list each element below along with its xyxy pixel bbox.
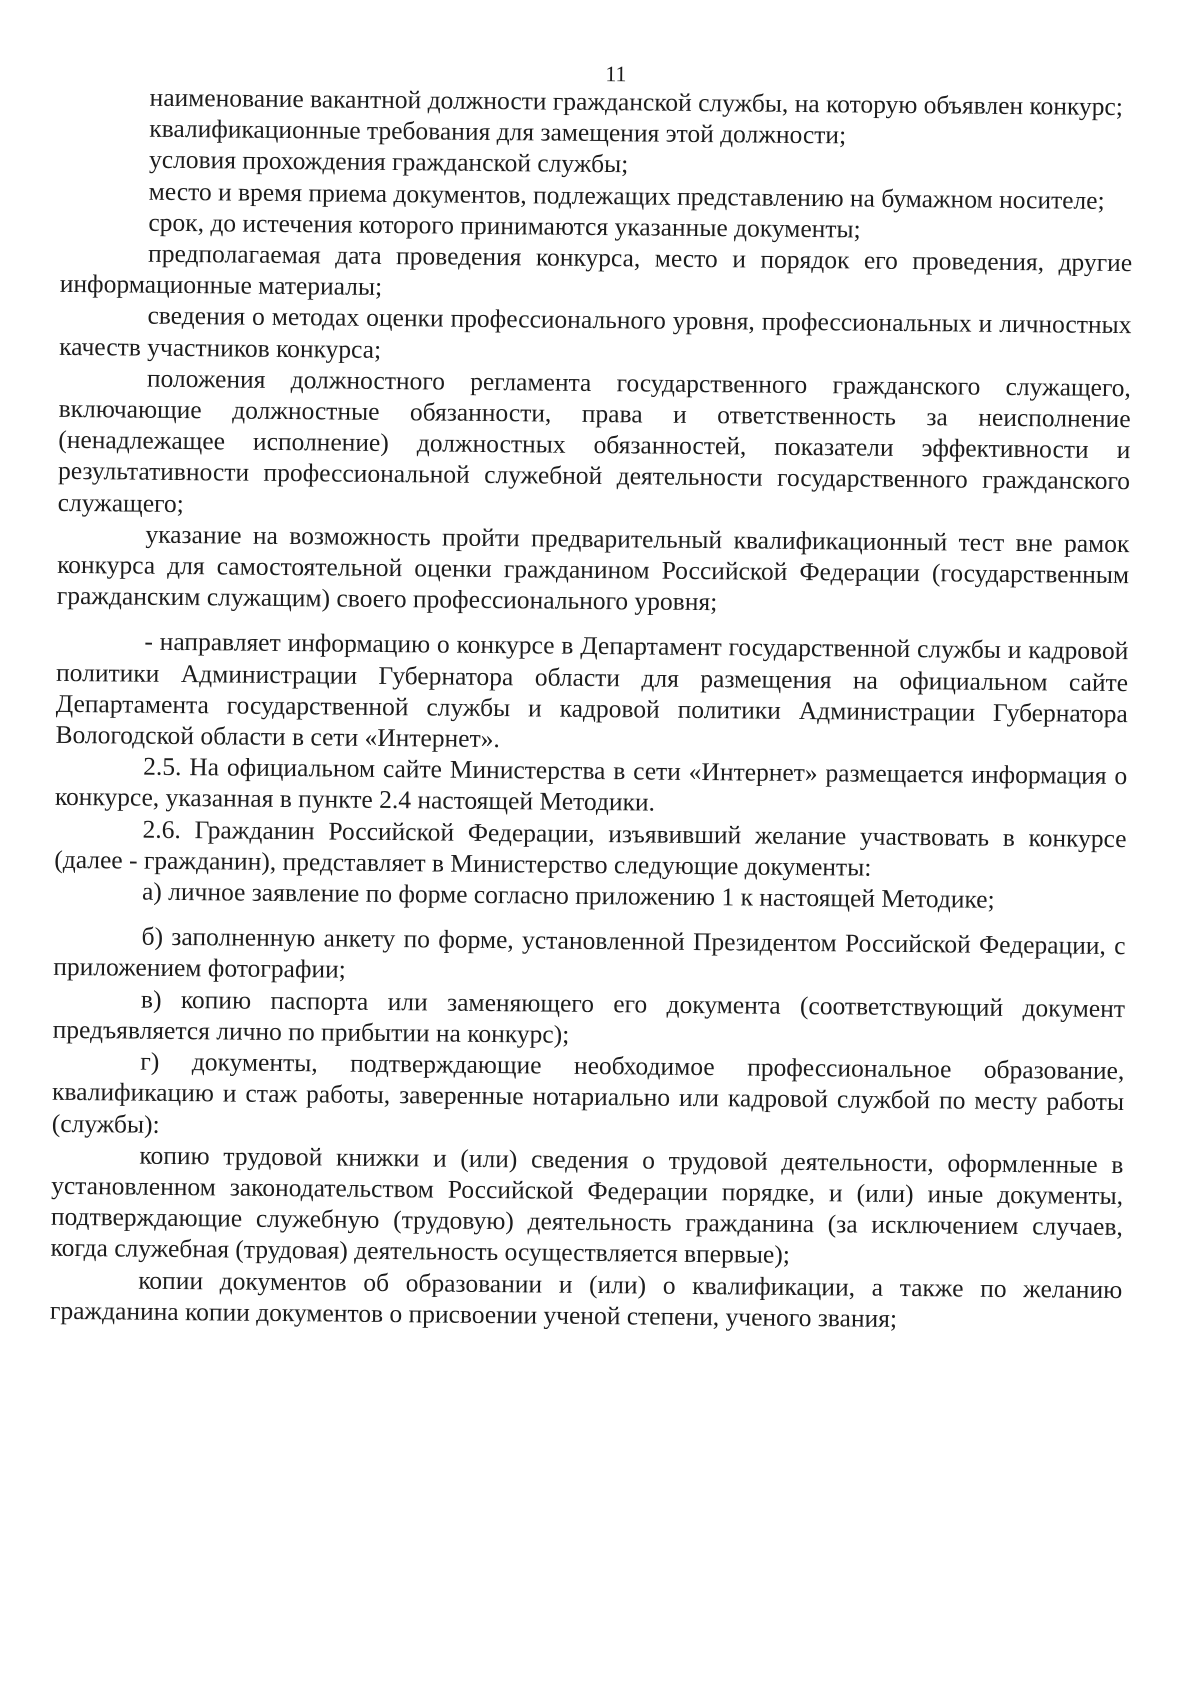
document-body: [50, 57, 1134, 1336]
paragraph-contest-date: предполагаемая дата проведения конкурса, место и порядок его проведения, другие информационные материалы;: [59, 238, 1133, 302]
paragraph-section-2-6: 2.6. Гражданин Российской Федерации, изъявивший желание участвовать в конкурсе (далее - гражданин), представляет в Министерство следующие документы:: [54, 814, 1127, 882]
paragraph-evaluation-methods: сведения о методах оценки профессионального уровня, профессиональных и личностных качеств участников конкурса;: [59, 301, 1132, 364]
paragraph-item-a: а) личное заявление по форме согласно приложению 1 к настоящей Методике;: [141, 876, 995, 914]
paragraph-qualification-requirements: квалификационные требования для замещения этой должности;: [149, 113, 847, 150]
paragraph-send-information: - направляет информацию о конкурсе в Департамент государственной службы и кадровой политики Администрации Губернатора области для размещения на официальном сайте Департамента государственной службы и кадровой политики Администрации Губернатора Вологодской области в сети «Интернет».: [55, 627, 1129, 754]
paragraph-vacancy-name: наименование вакантной должности гражданской службы, на которую объявлен конкурс;: [149, 82, 1124, 122]
paragraph-item-g: г) документы, подтверждающие необходимое профессиональное образование, квалификацию и стаж работы, заверенные нотариально или кадровой службой по месту работы (службы):: [51, 1046, 1125, 1139]
paragraph-work-record: копию трудовой книжки и (или) сведения о трудовой деятельности, оформленные в установленном законодательством Российской Федерации порядке, и (или) иные документы, подтверждающие служебную (трудовую) деятельность гражданина (за исключением случаев, когда служебная (трудовая) деятельность осуществляется впервые);: [50, 1140, 1124, 1270]
page-number: 11: [605, 61, 627, 87]
paragraph-service-conditions: условия прохождения гражданской службы;: [148, 145, 629, 179]
paragraph-education-documents: копии документов об образовании и (или) о квалификации, а также по желанию гражданина копии документов о присвоении ученой степени, ученого звания;: [49, 1265, 1123, 1333]
paragraph-job-regulations: положения должностного регламента государственного гражданского служащего, включающие должностные обязанности, права и ответственность за неисполнение (ненадлежащее исполнение) должностных обязанностей, показатели эффективности и результативности профессиональной служебной деятельности государственного гражданского служащего;: [57, 363, 1132, 518]
paragraph-qualification-test: указание на возможность пройти предварительный квалификационный тест вне рамок конкурса для самостоятельной оценки гражданином Российской Федерации (государственным гражданским служащим) своего профессионального уровня;: [56, 519, 1130, 617]
paragraph-item-v: в) копию паспорта или заменяющего его документа (соответствующий документ предъявляется лично по прибытии на конкурс);: [52, 984, 1126, 1049]
paragraph-section-2-5: 2.5. На официальном сайте Министерства в сети «Интернет» размещается информация о конкурсе, указанная в пункте 2.4 настоящей Методики.: [54, 751, 1128, 818]
paragraph-deadline: срок, до истечения которого принимаются указанные документы;: [148, 207, 861, 244]
paragraph-document-reception: место и время приема документов, подлежащих представлению на бумажном носителе;: [148, 176, 1105, 215]
paragraph-item-b: б) заполненную анкету по форме, установленной Президентом Российской Федерации, с приложением фотографии;: [53, 921, 1126, 985]
